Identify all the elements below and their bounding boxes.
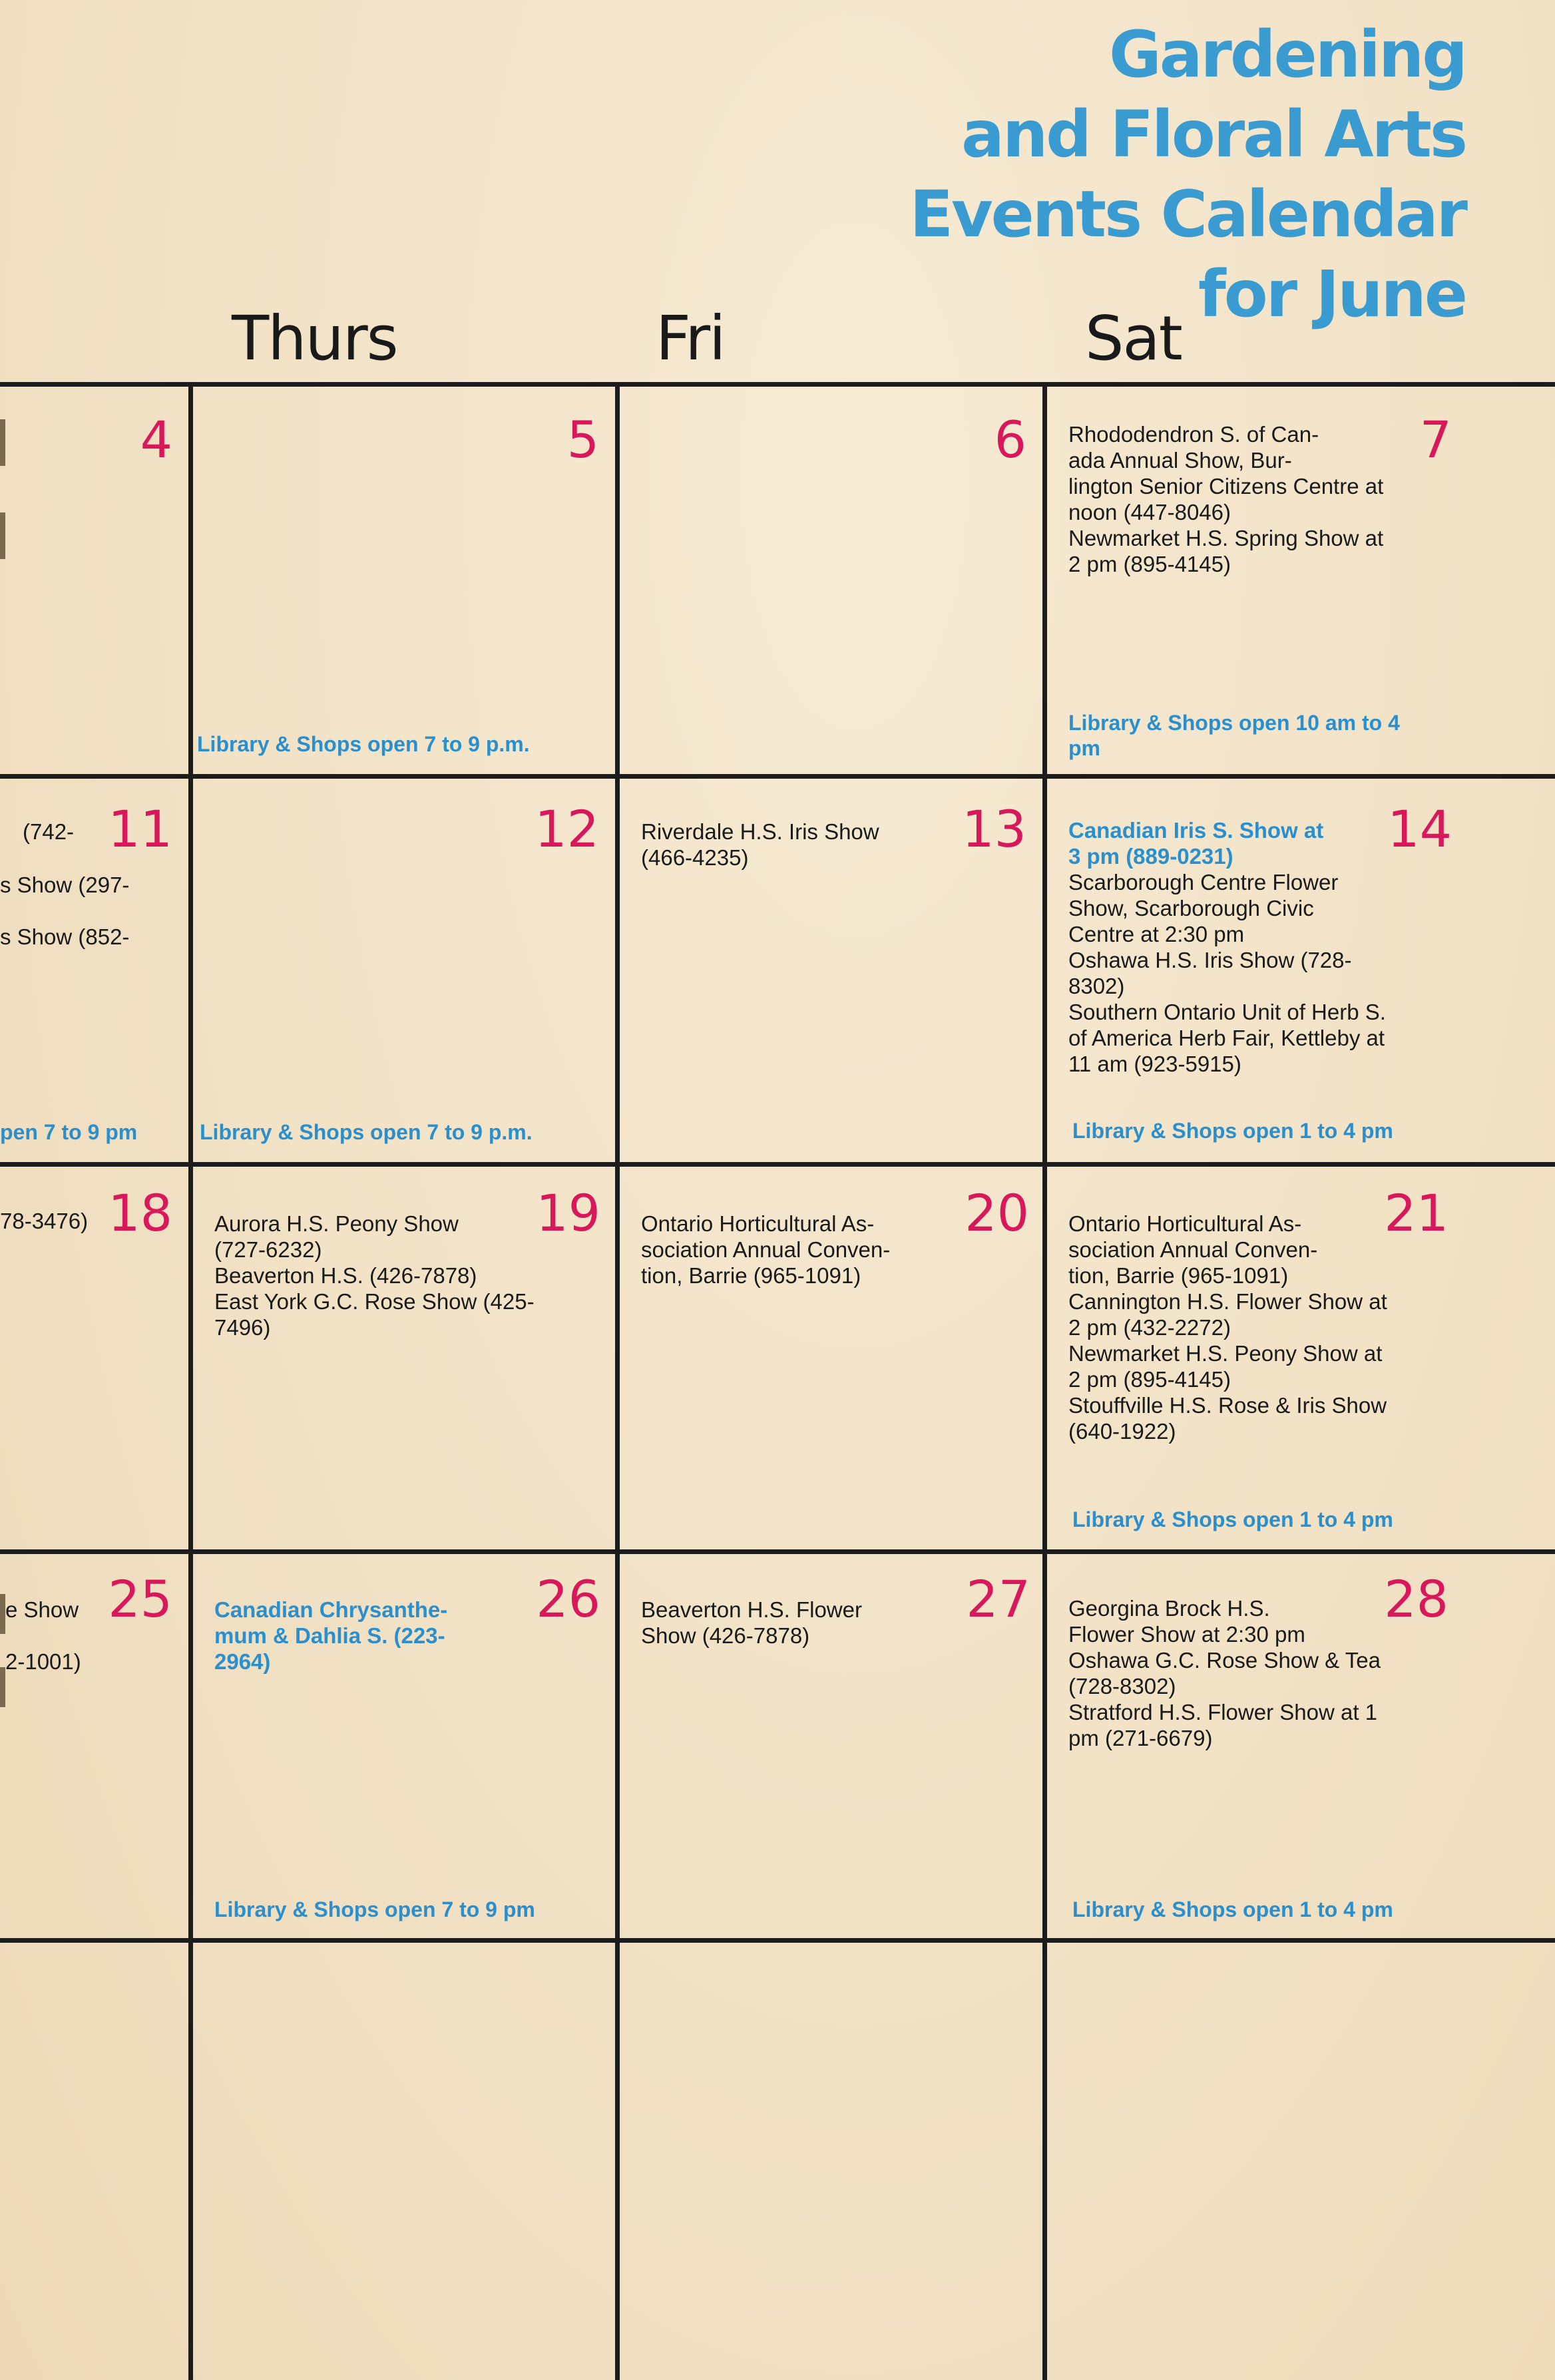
event-line: Scarborough Centre Flower [1068, 870, 1339, 894]
event-fragment: 2-1001) [5, 1649, 81, 1674]
day-cell-wed-25 [0, 1554, 188, 1938]
grid-line [0, 774, 1555, 779]
day-cell-sat-28 [1047, 1554, 1555, 1938]
event-list [1068, 1595, 1455, 1751]
event-line: Riverdale H.S. Iris Show [641, 819, 879, 844]
day-header-sat: Sat [1085, 303, 1182, 374]
library-hours: Library & Shops open 7 to 9 p.m. [200, 1120, 533, 1144]
day-cell-wed-11 [0, 779, 188, 1162]
event-line: (640-1922) [1068, 1419, 1176, 1444]
event-line: Newmarket H.S. Spring Show at [1068, 526, 1384, 550]
day-cell-sat-14 [1047, 779, 1555, 1162]
event-line: Show (426-7878) [641, 1623, 810, 1648]
event-line: 8302) [1068, 974, 1125, 998]
title-line-1: Gardening [1108, 17, 1466, 92]
day-cell-fri-20 [620, 1167, 1042, 1549]
event-line: 2 pm (895-4145) [1068, 1367, 1231, 1392]
day-number: 13 [962, 799, 1026, 859]
event-line: lington Senior Citizens Centre at [1068, 474, 1384, 498]
event-line: 2 pm (895-4145) [1068, 552, 1231, 576]
day-cell-empty [193, 1943, 615, 2380]
event-line-highlight: 3 pm (889-0231) [1068, 844, 1233, 869]
day-number: 18 [108, 1183, 172, 1243]
event-line: Ontario Horticultural As- [1068, 1211, 1302, 1236]
event-list [1068, 817, 1455, 1077]
grid-line [0, 1162, 1555, 1167]
day-number: 19 [536, 1183, 600, 1243]
day-number: 6 [994, 410, 1026, 469]
event-line: Georgina Brock H.S. [1068, 1596, 1270, 1621]
event-line: Beaverton H.S. Flower [641, 1597, 862, 1622]
day-cell-empty [620, 1943, 1042, 2380]
grid-line [0, 1549, 1555, 1554]
event-list [641, 1597, 943, 1649]
day-number: 11 [108, 799, 172, 859]
day-cell-sat-7 [1047, 387, 1555, 774]
day-number: 21 [1384, 1183, 1448, 1243]
event-line: 2 pm (432-2272) [1068, 1315, 1231, 1340]
event-line-highlight: Canadian Iris S. Show at [1068, 818, 1324, 843]
event-fragment: (742- [23, 819, 75, 844]
library-hours: Library & Shops open 7 to 9 pm [214, 1897, 535, 1921]
hours-line: pm [1068, 736, 1100, 760]
event-line: tion, Barrie (965-1091) [641, 1263, 861, 1288]
event-list [214, 1597, 515, 1675]
event-fragment: e Show [5, 1597, 79, 1622]
grid-line [188, 385, 193, 2380]
library-hours: Library & Shops open 7 to 9 p.m. [197, 732, 530, 756]
day-header-fri: Fri [656, 303, 725, 374]
event-line: Flower Show at 2:30 pm [1068, 1622, 1305, 1647]
day-cell-fri-13 [620, 779, 1042, 1162]
day-number: 27 [966, 1569, 1030, 1629]
day-cell-thu-12 [193, 779, 615, 1162]
grid-line [1042, 385, 1047, 2380]
grid-line [0, 1938, 1555, 1943]
event-line: Oshawa H.S. Iris Show (728- [1068, 948, 1352, 972]
event-line: Stratford H.S. Flower Show at 1 [1068, 1700, 1378, 1724]
day-number: 20 [965, 1183, 1029, 1243]
event-line: Newmarket H.S. Peony Show at [1068, 1341, 1383, 1366]
day-cell-thu-5 [193, 387, 615, 774]
title-line-2: and Floral Arts [961, 97, 1466, 172]
library-hours: Library & Shops open 1 to 4 pm [1072, 1507, 1393, 1531]
event-list [214, 1211, 535, 1340]
event-line: Rhododendron S. of Can- [1068, 422, 1319, 447]
day-cell-fri-27 [620, 1554, 1042, 1938]
event-line: 7496) [214, 1315, 271, 1340]
day-cell-empty [0, 1943, 188, 2380]
library-hours: Library & Shops open 1 to 4 pm [1072, 1897, 1393, 1921]
day-cell-wed-4 [0, 387, 188, 774]
event-line-highlight: mum & Dahlia S. (223- [214, 1623, 445, 1648]
title-line-4: for June [1198, 257, 1466, 331]
day-number: 25 [108, 1569, 172, 1629]
event-list [641, 1211, 943, 1289]
library-hours [1068, 710, 1400, 761]
event-line: noon (447-8046) [1068, 500, 1231, 524]
hours-line: Library & Shops open 10 am to 4 [1068, 711, 1400, 735]
event-line-highlight: Canadian Chrysanthe- [214, 1597, 448, 1622]
event-line: (727-6232) [214, 1237, 322, 1262]
day-number: 12 [535, 799, 599, 859]
event-list [1068, 421, 1455, 577]
event-line: East York G.C. Rose Show (425- [214, 1289, 535, 1314]
event-line: of America Herb Fair, Kettleby at [1068, 1026, 1385, 1050]
calendar-title [867, 15, 1466, 334]
day-cell-empty [1047, 1943, 1555, 2380]
day-number: 28 [1384, 1569, 1448, 1629]
event-line-highlight: 2964) [214, 1649, 271, 1674]
day-cell-thu-26 [193, 1554, 615, 1938]
grid-line [615, 385, 620, 2380]
day-cell-thu-19 [193, 1167, 615, 1549]
event-line: Cannington H.S. Flower Show at [1068, 1289, 1387, 1314]
event-line: Centre at 2:30 pm [1068, 922, 1245, 946]
event-line: 11 am (923-5915) [1068, 1052, 1241, 1076]
title-line-3: Events Calendar [909, 177, 1466, 252]
event-line: (728-8302) [1068, 1674, 1176, 1698]
event-line: Oshawa G.C. Rose Show & Tea [1068, 1648, 1381, 1673]
event-line: sociation Annual Conven- [641, 1237, 891, 1262]
event-line: Beaverton H.S. (426-7878) [214, 1263, 477, 1288]
library-hours: pen 7 to 9 pm [0, 1120, 138, 1144]
event-line: pm (271-6679) [1068, 1726, 1213, 1750]
event-fragment: 78-3476) [0, 1209, 89, 1233]
event-line: tion, Barrie (965-1091) [1068, 1263, 1289, 1288]
event-list [1068, 1211, 1455, 1444]
event-line: Stouffville H.S. Rose & Iris Show [1068, 1393, 1387, 1418]
library-hours: Library & Shops open 1 to 4 pm [1072, 1119, 1393, 1143]
event-list [641, 819, 936, 871]
day-number: 14 [1387, 799, 1452, 859]
event-line: ada Annual Show, Bur- [1068, 448, 1292, 473]
day-number: 4 [140, 410, 172, 469]
event-fragment: s Show (852- [0, 924, 130, 949]
day-cell-fri-6 [620, 387, 1042, 774]
day-number: 26 [536, 1569, 600, 1629]
event-fragment: s Show (297- [0, 873, 130, 897]
event-line: Aurora H.S. Peony Show [214, 1211, 459, 1236]
event-line: Ontario Horticultural As- [641, 1211, 875, 1236]
event-line: sociation Annual Conven- [1068, 1237, 1318, 1262]
grid-line [0, 382, 1555, 387]
day-header-thurs: Thurs [232, 303, 397, 374]
day-cell-wed-18 [0, 1167, 188, 1549]
day-cell-sat-21 [1047, 1167, 1555, 1549]
event-line: Southern Ontario Unit of Herb S. [1068, 1000, 1386, 1024]
event-line: (466-4235) [641, 845, 749, 870]
day-number: 7 [1419, 410, 1452, 469]
day-number: 5 [566, 410, 599, 469]
event-line: Show, Scarborough Civic [1068, 896, 1314, 920]
